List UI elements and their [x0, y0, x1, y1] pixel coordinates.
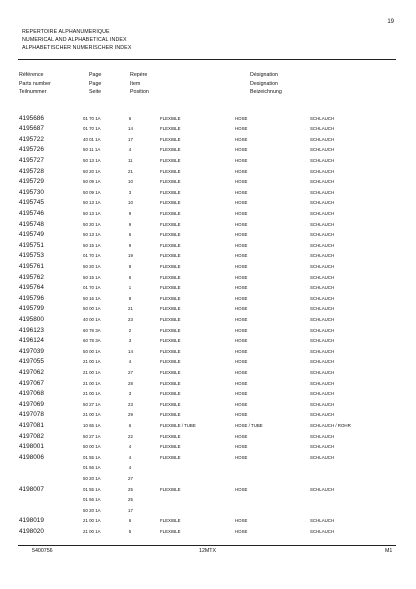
col-header-ref-de: Teilnummer — [19, 89, 47, 95]
table-row — [0, 326, 416, 337]
page-ref: 60 78 3A — [83, 327, 101, 333]
designation-en: HOSE — [235, 168, 248, 174]
page-ref: 01 70 1A — [83, 115, 101, 121]
table-row — [0, 506, 416, 517]
part-number: 4195761 — [19, 262, 44, 270]
designation-fr: FLEXIBLE — [160, 115, 181, 121]
designation-en: HOSE — [235, 115, 248, 121]
table-row — [0, 336, 416, 347]
table-row — [0, 474, 416, 485]
item-number: 14 — [128, 348, 133, 354]
item-number: 25 — [128, 486, 133, 492]
item-number: 9 — [128, 210, 132, 216]
page-ref: 60 78 3A — [83, 338, 101, 344]
designation-fr: FLEXIBLE — [160, 486, 181, 492]
designation-fr: FLEXIBLE — [160, 242, 181, 248]
part-number: 4195764 — [19, 284, 44, 292]
col-header-designation-de: Beizeichnung — [250, 89, 282, 95]
designation-fr: FLEXIBLE — [160, 263, 181, 269]
designation-fr: FLEXIBLE — [160, 253, 181, 259]
page-ref: 40 00 1A — [83, 316, 101, 322]
item-number: 6 — [128, 518, 132, 524]
page-ref: 50 15 1A — [83, 274, 101, 280]
designation-de: SCHLAUCH — [310, 115, 335, 121]
item-number: 8 — [128, 263, 132, 269]
designation-fr: FLEXIBLE — [160, 200, 181, 206]
item-number: 3 — [128, 338, 132, 344]
designation-de: SCHLAUCH — [310, 274, 335, 280]
item-number: 19 — [128, 253, 133, 259]
item-number: 23 — [128, 316, 133, 322]
part-number: 4197039 — [19, 347, 44, 355]
designation-fr: FLEXIBLE — [160, 433, 181, 439]
table-row — [0, 145, 416, 156]
designation-de: SCHLAUCH — [310, 412, 335, 418]
part-number: 4197068 — [19, 390, 44, 398]
index-title-en: NUMERICAL AND ALPHABETICAL INDEX — [22, 37, 127, 43]
designation-en: HOSE — [235, 179, 248, 185]
item-number: 25 — [128, 497, 133, 503]
page-ref: 01 55 1A — [83, 454, 101, 460]
table-row — [0, 453, 416, 464]
table-row — [0, 304, 416, 315]
designation-fr: FLEXIBLE — [160, 412, 181, 418]
item-number: 6 — [128, 422, 132, 428]
designation-en: HOSE — [235, 253, 248, 259]
page-ref: 40 01 1A — [83, 136, 101, 142]
page-ref: 01 70 1A — [83, 126, 101, 132]
page-ref: 50 13 1A — [83, 200, 101, 206]
part-number: 4195727 — [19, 156, 44, 164]
item-number: 17 — [128, 507, 133, 513]
part-number: 4197081 — [19, 421, 44, 429]
designation-en: HOSE — [235, 369, 248, 375]
part-number: 4196123 — [19, 326, 44, 334]
designation-fr: FLEXIBLE — [160, 221, 181, 227]
designation-en: HOSE — [235, 454, 248, 460]
item-number: 23 — [128, 401, 133, 407]
item-number: 27 — [128, 369, 133, 375]
designation-en: HOSE — [235, 391, 248, 397]
page-ref: 50 20 1A — [83, 168, 101, 174]
table-row — [0, 241, 416, 252]
designation-en: HOSE — [235, 359, 248, 365]
designation-de: SCHLAUCH — [310, 147, 335, 153]
item-number: 29 — [128, 412, 133, 418]
col-header-page-de: Seite — [89, 89, 102, 95]
designation-de: SCHLAUCH — [310, 338, 335, 344]
table-row — [0, 220, 416, 231]
table-row — [0, 114, 416, 125]
part-number: 4197078 — [19, 411, 44, 419]
designation-fr: FLEXIBLE — [160, 274, 181, 280]
page-ref: 50 09 1A — [83, 179, 101, 185]
item-number: 14 — [128, 126, 133, 132]
designation-fr: FLEXIBLE — [160, 210, 181, 216]
designation-de: SCHLAUCH — [310, 168, 335, 174]
col-header-ref-fr: Référence — [19, 72, 44, 78]
designation-de: SCHLAUCH — [310, 242, 335, 248]
part-number: 4195726 — [19, 146, 44, 154]
page-ref: 21 00 1A — [83, 359, 101, 365]
designation-de: SCHLAUCH — [310, 433, 335, 439]
page-ref: 50 13 1A — [83, 232, 101, 238]
part-number: 4198007 — [19, 485, 44, 493]
index-title-fr: REPERTOIRE ALPHANUMERIQUE — [22, 29, 110, 35]
designation-en: HOSE — [235, 380, 248, 386]
designation-fr: FLEXIBLE — [160, 454, 181, 460]
item-number: 21 — [128, 168, 133, 174]
designation-en: HOSE — [235, 486, 248, 492]
table-row — [0, 357, 416, 368]
item-number: 21 — [128, 306, 133, 312]
designation-fr: FLEXIBLE — [160, 518, 181, 524]
page-ref: 21 00 1A — [83, 412, 101, 418]
table-row — [0, 463, 416, 474]
part-number: 4195796 — [19, 294, 44, 302]
designation-de: SCHLAUCH / ROHR — [310, 422, 351, 428]
part-number: 4195687 — [19, 125, 44, 133]
col-header-page-fr: Page — [89, 72, 102, 78]
page-ref: 21 00 1A — [83, 528, 101, 534]
table-row — [0, 209, 416, 220]
designation-de: SCHLAUCH — [310, 136, 335, 142]
table-row — [0, 262, 416, 273]
designation-de: SCHLAUCH — [310, 444, 335, 450]
designation-en: HOSE — [235, 338, 248, 344]
footer-model: 12MTX — [199, 548, 217, 554]
part-number: 4195686 — [19, 114, 44, 122]
table-row — [0, 251, 416, 262]
designation-de: SCHLAUCH — [310, 210, 335, 216]
part-number: 4195762 — [19, 273, 44, 281]
item-number: 11 — [128, 157, 133, 163]
item-number: 1 — [128, 285, 132, 291]
table-row — [0, 124, 416, 135]
designation-fr: FLEXIBLE — [160, 295, 181, 301]
designation-fr: FLEXIBLE — [160, 380, 181, 386]
designation-fr: FLEXIBLE — [160, 369, 181, 375]
designation-fr: FLEXIBLE — [160, 348, 181, 354]
table-row — [0, 294, 416, 305]
item-number: 6 — [128, 232, 132, 238]
item-number: 4 — [128, 465, 132, 471]
designation-en: HOSE — [235, 528, 248, 534]
page-ref: 50 27 1A — [83, 433, 101, 439]
table-row — [0, 273, 416, 284]
designation-en: HOSE — [235, 274, 248, 280]
page-ref: 50 00 1A — [83, 306, 101, 312]
designation-de: SCHLAUCH — [310, 189, 335, 195]
table-row — [0, 516, 416, 527]
table-row — [0, 177, 416, 188]
page-number: 19 — [387, 19, 394, 25]
designation-en: HOSE — [235, 126, 248, 132]
index-title-de: ALPHABETISCHER NUMERISCHER INDEX — [22, 45, 132, 51]
designation-de: SCHLAUCH — [310, 359, 335, 365]
designation-de: SCHLAUCH — [310, 263, 335, 269]
item-number: 3 — [128, 189, 132, 195]
table-row — [0, 421, 416, 432]
designation-en: HOSE — [235, 200, 248, 206]
designation-en: HOSE — [235, 285, 248, 291]
part-number: 4197067 — [19, 379, 44, 387]
designation-de: SCHLAUCH — [310, 157, 335, 163]
col-header-designation-en: Designation — [250, 81, 278, 87]
designation-de: SCHLAUCH — [310, 295, 335, 301]
designation-de: SCHLAUCH — [310, 348, 335, 354]
table-row — [0, 410, 416, 421]
page-ref: 50 20 1A — [83, 507, 101, 513]
designation-fr: FLEXIBLE — [160, 391, 181, 397]
designation-fr: FLEXIBLE — [160, 157, 181, 163]
designation-fr: FLEXIBLE — [160, 179, 181, 185]
part-number: 4195729 — [19, 178, 44, 186]
page-ref: 50 11 1A — [83, 147, 101, 153]
part-number: 4198006 — [19, 453, 44, 461]
item-number: 4 — [128, 147, 132, 153]
col-header-item-de: Position — [130, 89, 149, 95]
part-number: 4195730 — [19, 188, 44, 196]
table-row — [0, 156, 416, 167]
designation-en: HOSE — [235, 263, 248, 269]
designation-en: HOSE — [235, 242, 248, 248]
table-row — [0, 230, 416, 241]
designation-en: HOSE — [235, 518, 248, 524]
designation-de: SCHLAUCH — [310, 126, 335, 132]
page-ref: 50 13 1A — [83, 210, 101, 216]
designation-fr: FLEXIBLE — [160, 528, 181, 534]
designation-fr: FLEXIBLE — [160, 232, 181, 238]
designation-fr: FLEXIBLE — [160, 359, 181, 365]
designation-de: SCHLAUCH — [310, 380, 335, 386]
col-header-ref-en: Parts number — [19, 81, 51, 87]
part-number: 4197055 — [19, 358, 44, 366]
table-row — [0, 400, 416, 411]
designation-en: HOSE — [235, 136, 248, 142]
designation-en: HOSE — [235, 316, 248, 322]
part-number: 4195749 — [19, 231, 44, 239]
item-number: 5 — [128, 528, 132, 534]
page-ref: 50 16 1A — [83, 295, 101, 301]
designation-de: SCHLAUCH — [310, 486, 335, 492]
designation-de: SCHLAUCH — [310, 232, 335, 238]
designation-en: HOSE — [235, 401, 248, 407]
item-number: 4 — [128, 359, 132, 365]
designation-fr: FLEXIBLE — [160, 285, 181, 291]
item-number: 4 — [128, 454, 132, 460]
col-header-item-en: Item — [130, 81, 141, 87]
designation-fr: FLEXIBLE / TUBE — [160, 422, 196, 428]
designation-en: HOSE — [235, 221, 248, 227]
table-row — [0, 432, 416, 443]
page-ref: 01 70 1A — [83, 253, 101, 259]
item-number: 3 — [128, 391, 132, 397]
item-number: 10 — [128, 200, 133, 206]
designation-de: SCHLAUCH — [310, 306, 335, 312]
item-number: 8 — [128, 295, 132, 301]
part-number: 4195728 — [19, 167, 44, 175]
designation-de: SCHLAUCH — [310, 285, 335, 291]
page-ref: 21 00 1A — [83, 518, 101, 524]
designation-en: HOSE — [235, 348, 248, 354]
part-number: 4195748 — [19, 220, 44, 228]
table-row — [0, 485, 416, 496]
footer-section: M1 — [385, 548, 393, 554]
item-number: 6 — [128, 274, 132, 280]
designation-en: HOSE — [235, 232, 248, 238]
table-row — [0, 495, 416, 506]
col-header-item-fr: Repère — [130, 72, 148, 78]
designation-fr: FLEXIBLE — [160, 147, 181, 153]
designation-en: HOSE / TUBE — [235, 422, 263, 428]
designation-fr: FLEXIBLE — [160, 338, 181, 344]
part-number: 4195751 — [19, 241, 44, 249]
table-row — [0, 389, 416, 400]
designation-en: HOSE — [235, 306, 248, 312]
designation-en: HOSE — [235, 189, 248, 195]
designation-fr: FLEXIBLE — [160, 444, 181, 450]
designation-de: SCHLAUCH — [310, 179, 335, 185]
part-number: 4198001 — [19, 443, 44, 451]
item-number: 9 — [128, 242, 132, 248]
designation-fr: FLEXIBLE — [160, 306, 181, 312]
page-ref: 50 09 1A — [83, 189, 101, 195]
designation-en: HOSE — [235, 295, 248, 301]
designation-en: HOSE — [235, 157, 248, 163]
page-ref: 50 00 1A — [83, 444, 101, 450]
page-ref: 01 56 1A — [83, 465, 101, 471]
part-number: 4198020 — [19, 527, 44, 535]
table-row — [0, 527, 416, 538]
col-header-designation-fr: Désignation — [250, 72, 278, 78]
designation-de: SCHLAUCH — [310, 316, 335, 322]
designation-en: HOSE — [235, 210, 248, 216]
designation-en: HOSE — [235, 147, 248, 153]
designation-fr: FLEXIBLE — [160, 126, 181, 132]
designation-de: SCHLAUCH — [310, 253, 335, 259]
page-ref: 21 00 1A — [83, 380, 101, 386]
designation-de: SCHLAUCH — [310, 528, 335, 534]
part-number: 4195722 — [19, 135, 44, 143]
designation-fr: FLEXIBLE — [160, 189, 181, 195]
designation-en: HOSE — [235, 433, 248, 439]
table-row — [0, 379, 416, 390]
page-ref: 50 15 1A — [83, 242, 101, 248]
item-number: 27 — [128, 475, 133, 481]
designation-de: SCHLAUCH — [310, 391, 335, 397]
table-row — [0, 347, 416, 358]
part-number: 4197082 — [19, 432, 44, 440]
designation-de: SCHLAUCH — [310, 401, 335, 407]
item-number: 22 — [128, 433, 133, 439]
page-ref: 10 65 1A — [83, 422, 101, 428]
footer-doc-number: 5400756 — [32, 548, 53, 554]
page-ref: 50 27 1A — [83, 401, 101, 407]
part-number: 4196124 — [19, 337, 44, 345]
page-ref: 50 20 1A — [83, 263, 101, 269]
table-row — [0, 167, 416, 178]
page-ref: 50 20 1A — [83, 221, 101, 227]
designation-en: HOSE — [235, 327, 248, 333]
page-ref: 01 70 1A — [83, 285, 101, 291]
designation-fr: FLEXIBLE — [160, 401, 181, 407]
page-ref: 50 20 1A — [83, 475, 101, 481]
item-number: 28 — [128, 380, 133, 386]
designation-fr: FLEXIBLE — [160, 168, 181, 174]
part-number: 4197069 — [19, 400, 44, 408]
part-number: 4195799 — [19, 305, 44, 313]
table-row — [0, 135, 416, 146]
part-number: 4198019 — [19, 517, 44, 525]
designation-fr: FLEXIBLE — [160, 136, 181, 142]
page-ref: 01 55 1A — [83, 486, 101, 492]
table-row — [0, 198, 416, 209]
item-number: 10 — [128, 179, 133, 185]
designation-de: SCHLAUCH — [310, 369, 335, 375]
page-ref: 50 13 1A — [83, 157, 101, 163]
table-row — [0, 283, 416, 294]
page-ref: 21 00 1A — [83, 369, 101, 375]
table-row — [0, 442, 416, 453]
part-number: 4195753 — [19, 252, 44, 260]
table-row — [0, 315, 416, 326]
item-number: 6 — [128, 115, 132, 121]
part-number: 4195800 — [19, 315, 44, 323]
part-number: 4195745 — [19, 199, 44, 207]
designation-de: SCHLAUCH — [310, 221, 335, 227]
designation-fr: FLEXIBLE — [160, 327, 181, 333]
designation-de: SCHLAUCH — [310, 518, 335, 524]
designation-de: SCHLAUCH — [310, 327, 335, 333]
designation-en: HOSE — [235, 412, 248, 418]
item-number: 2 — [128, 327, 132, 333]
designation-fr: FLEXIBLE — [160, 316, 181, 322]
item-number: 17 — [128, 136, 133, 142]
table-row — [0, 188, 416, 199]
part-number: 4195746 — [19, 209, 44, 217]
table-row — [0, 368, 416, 379]
page-ref: 50 00 1A — [83, 348, 101, 354]
designation-de: SCHLAUCH — [310, 454, 335, 460]
designation-de: SCHLAUCH — [310, 200, 335, 206]
item-number: 9 — [128, 221, 132, 227]
page-ref: 21 00 1A — [83, 391, 101, 397]
designation-en: HOSE — [235, 444, 248, 450]
part-number: 4197062 — [19, 368, 44, 376]
item-number: 4 — [128, 444, 132, 450]
page-ref: 01 56 1A — [83, 497, 101, 503]
col-header-page-en: Page — [89, 81, 102, 87]
